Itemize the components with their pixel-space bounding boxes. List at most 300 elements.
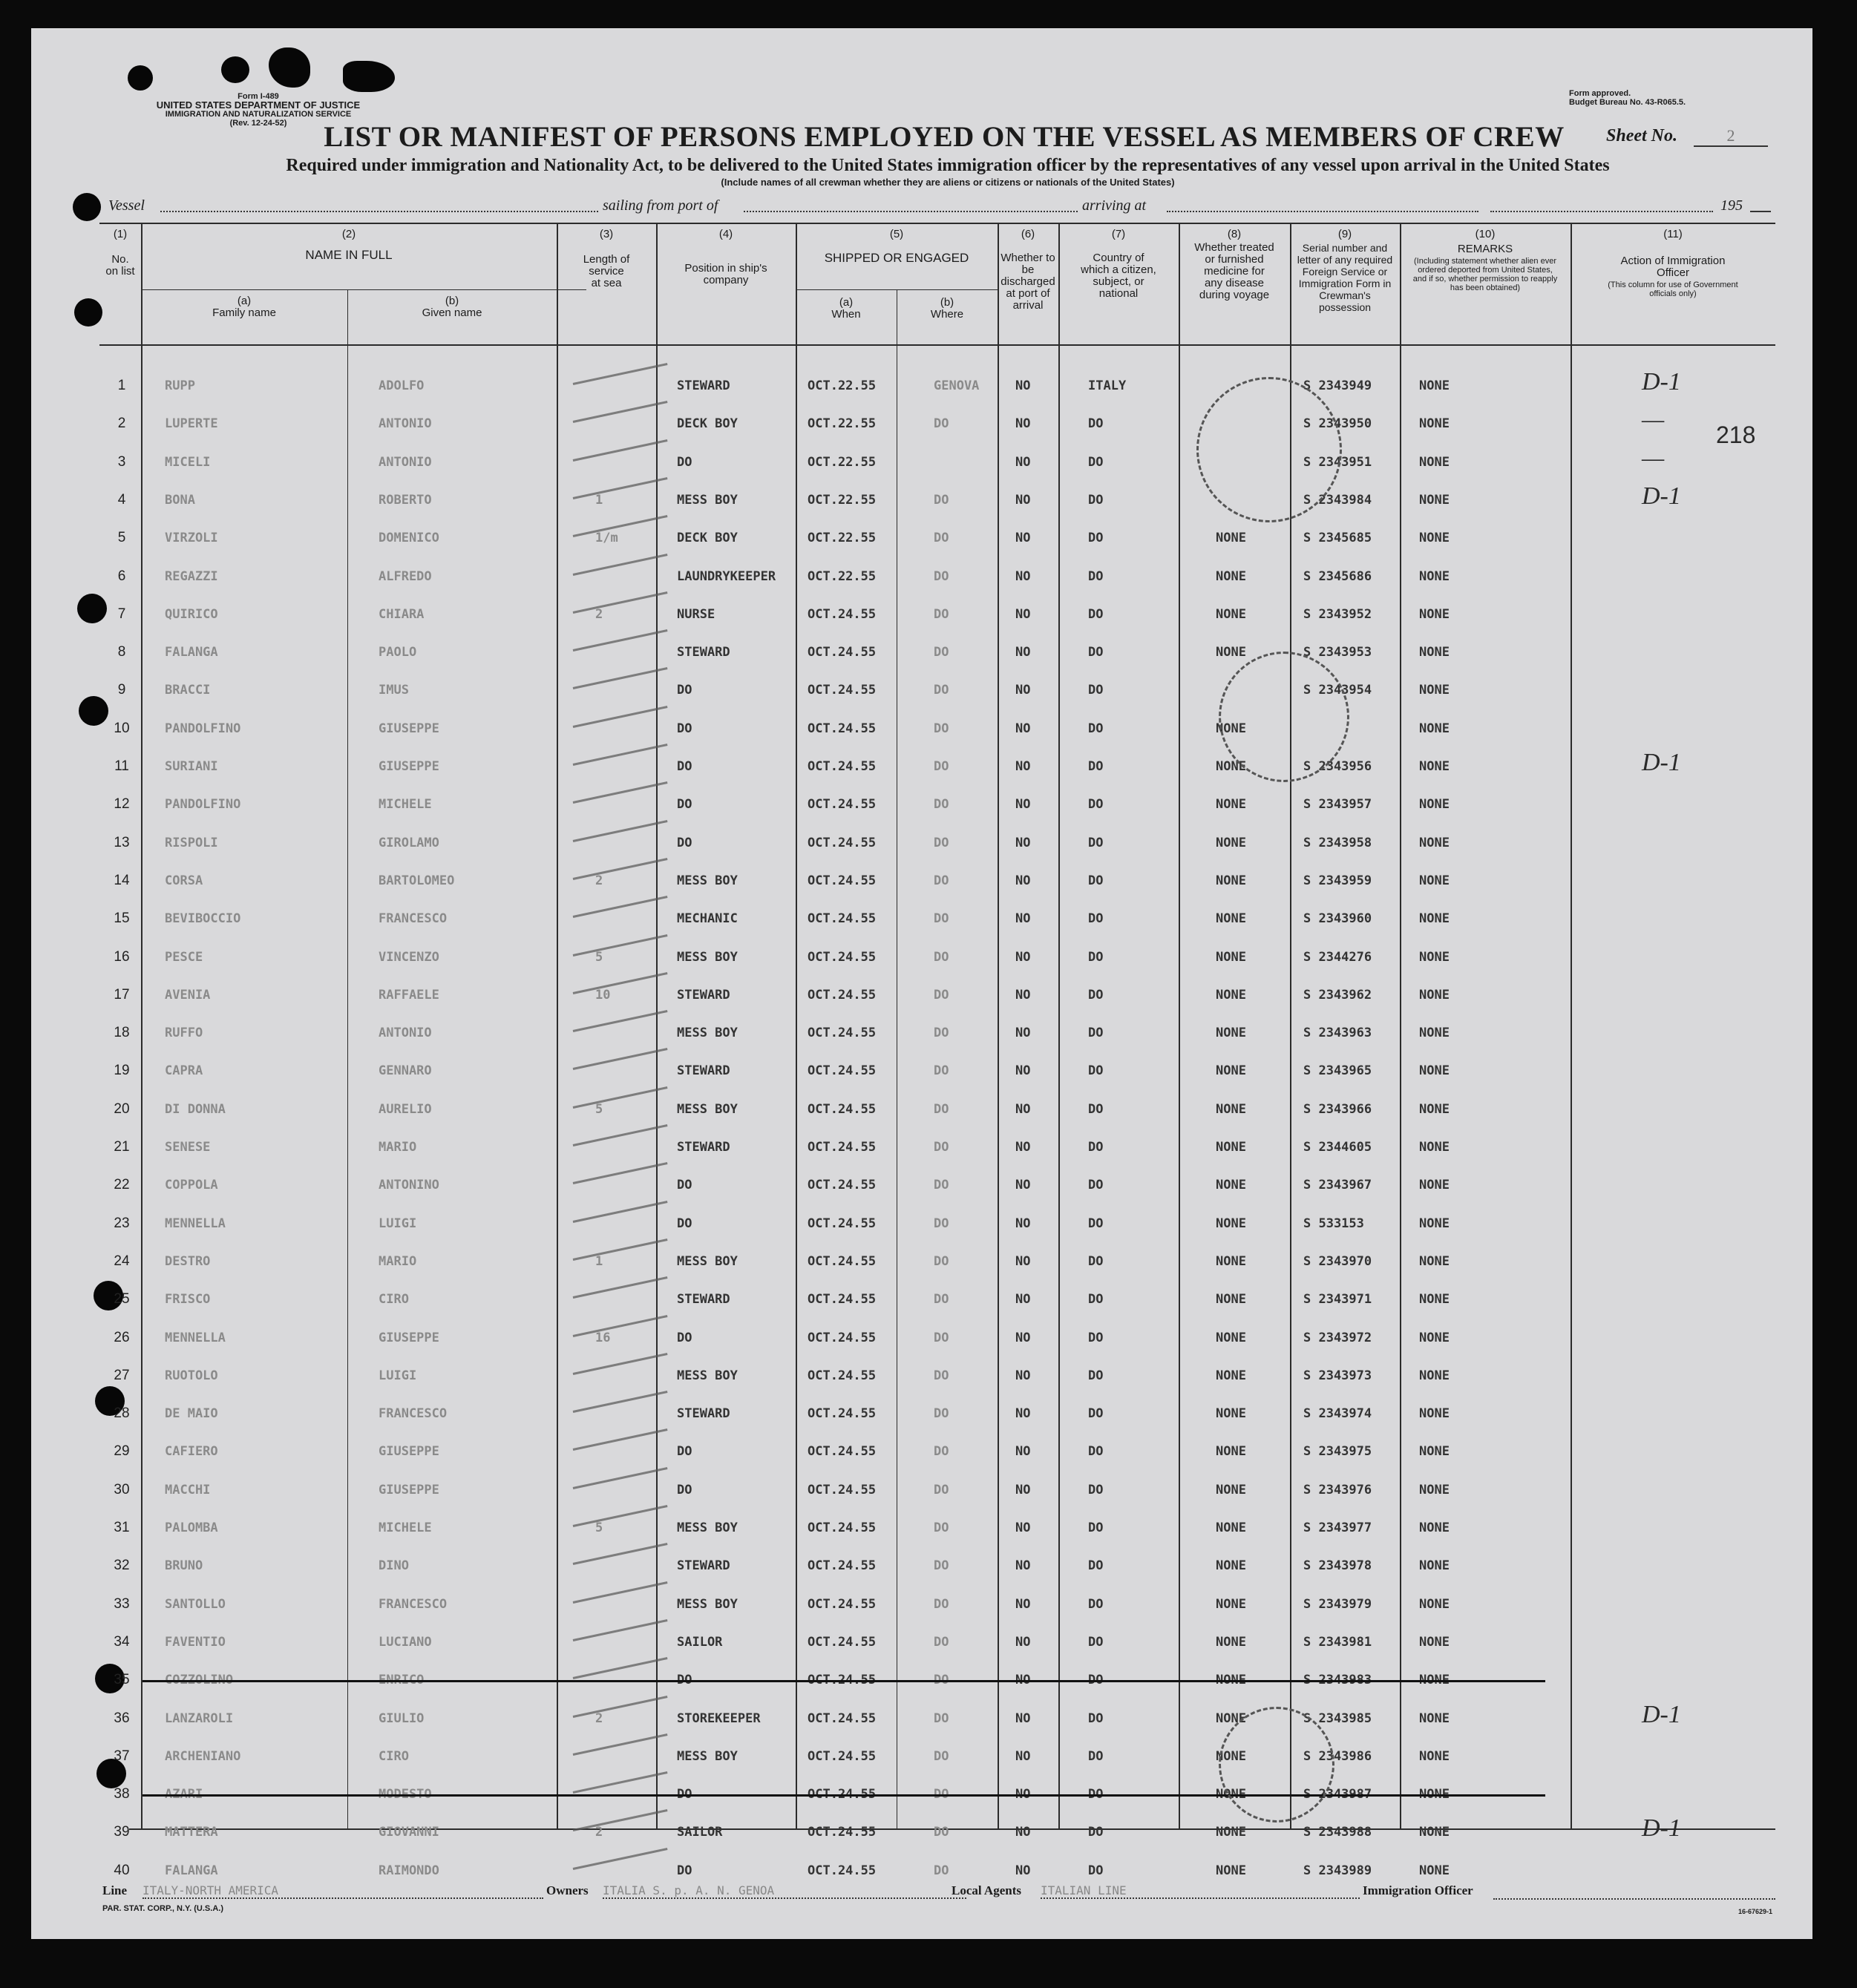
cell-given: RAFFAELE — [379, 988, 439, 1003]
cell-dis: NO — [1015, 1216, 1031, 1231]
cell-where: DO — [934, 988, 949, 1003]
cell-med: NONE — [1216, 1520, 1246, 1535]
cell-where: DO — [934, 950, 949, 965]
pencil-check-mark — [573, 1239, 668, 1261]
cell-when: OCT.24.55 — [808, 873, 877, 888]
sheet-number: 2 — [1694, 126, 1768, 147]
cell-given: ANTONIO — [379, 1026, 432, 1040]
cell-when: OCT.22.55 — [808, 569, 877, 584]
cell-serial: S 2343956 — [1303, 759, 1372, 774]
cell-family: FRISCO — [165, 1292, 211, 1307]
pencil-check-mark — [573, 1771, 668, 1794]
cell-where: DO — [934, 569, 949, 584]
cell-where: DO — [934, 1331, 949, 1345]
cell-when: OCT.24.55 — [808, 1444, 877, 1459]
cell-med: NONE — [1216, 1863, 1246, 1878]
cell-when: OCT.24.55 — [808, 1749, 877, 1764]
cell-where: DO — [934, 1635, 949, 1650]
punch-hole — [128, 65, 153, 91]
cell-country: ITALY — [1088, 378, 1127, 393]
cell-dis: NO — [1015, 911, 1031, 926]
cell-family: SURIANI — [165, 759, 218, 774]
cell-rem: NONE — [1419, 1026, 1450, 1040]
cell-where: DO — [934, 493, 949, 508]
cell-rem: NONE — [1419, 797, 1450, 812]
cell-family: VIRZOLI — [165, 531, 218, 545]
cell-los: 16 — [595, 1331, 611, 1345]
cell-where: DO — [934, 1825, 949, 1840]
cell-n: 35 — [114, 1672, 130, 1687]
cell-n: 1 — [117, 378, 126, 393]
cell-family: PALOMBA — [165, 1520, 218, 1535]
cell-country: DO — [1088, 988, 1104, 1003]
cell-where: DO — [934, 1711, 949, 1726]
cell-n: 11 — [114, 758, 129, 774]
cell-rem: NONE — [1419, 1749, 1450, 1764]
cell-family: DESTRO — [165, 1254, 211, 1269]
cell-los: 2 — [595, 1711, 603, 1726]
cell-where: DO — [934, 1102, 949, 1117]
cell-n: 14 — [114, 873, 130, 888]
col-6-header: (6) Whether to be discharged at port of arrival — [1000, 228, 1055, 312]
cell-rem: NONE — [1419, 1063, 1450, 1078]
cell-where: DO — [934, 607, 949, 622]
cell-serial: S 2343970 — [1303, 1254, 1372, 1269]
col-2b-header: (b) Given name — [422, 295, 482, 319]
cell-when: OCT.24.55 — [808, 836, 877, 850]
cell-serial: S 2343951 — [1303, 455, 1372, 470]
cell-n: 27 — [114, 1368, 130, 1383]
cell-med: NONE — [1216, 1749, 1246, 1764]
cell-where: DO — [934, 1483, 949, 1497]
cell-country: DO — [1088, 721, 1104, 736]
cell-action: — — [1642, 444, 1665, 472]
cell-country: DO — [1088, 607, 1104, 622]
cell-pos: STEWARD — [677, 1406, 730, 1421]
cell-dis: NO — [1015, 416, 1031, 431]
pencil-check-mark — [573, 1391, 668, 1413]
cell-serial: S 2343949 — [1303, 378, 1372, 393]
cell-when: OCT.24.55 — [808, 1063, 877, 1078]
cell-country: DO — [1088, 1635, 1104, 1650]
cell-med: NONE — [1216, 911, 1246, 926]
cell-given: ALFREDO — [379, 569, 432, 584]
cell-when: OCT.24.55 — [808, 1026, 877, 1040]
manifest-sheet — [31, 28, 1812, 1939]
cell-family: MENNELLA — [165, 1216, 226, 1231]
cell-dis: NO — [1015, 721, 1031, 736]
cell-rem: NONE — [1419, 1825, 1450, 1840]
cell-dis: NO — [1015, 531, 1031, 545]
cell-pos: STEWARD — [677, 1292, 730, 1307]
cell-rem: NONE — [1419, 531, 1450, 545]
cell-family: PANDOLFINO — [165, 721, 241, 736]
pencil-check-mark — [573, 629, 668, 652]
cell-country: DO — [1088, 1558, 1104, 1573]
cell-when: OCT.24.55 — [808, 1520, 877, 1535]
cell-n: 31 — [114, 1520, 130, 1535]
cell-where: DO — [934, 911, 949, 926]
pencil-check-mark — [573, 896, 668, 918]
cell-given: AURELIO — [379, 1102, 432, 1117]
cell-country: DO — [1088, 1825, 1104, 1840]
cell-rem: NONE — [1419, 1863, 1450, 1878]
cell-country: DO — [1088, 836, 1104, 850]
cell-family: FALANGA — [165, 645, 218, 660]
pencil-check-mark — [573, 820, 668, 842]
cell-action: D-1 — [1642, 482, 1681, 510]
cell-med: NONE — [1216, 1254, 1246, 1269]
cell-serial: S 2343985 — [1303, 1711, 1372, 1726]
arriving-label: arriving at — [1082, 197, 1147, 214]
cell-med: NONE — [1216, 1102, 1246, 1117]
cell-los: 2 — [595, 873, 603, 888]
cell-dis: NO — [1015, 1406, 1031, 1421]
cell-n: 34 — [114, 1634, 130, 1650]
cell-rem: NONE — [1419, 645, 1450, 660]
cell-pos: DO — [677, 1444, 692, 1459]
cell-pos: MESS BOY — [677, 1368, 738, 1383]
cell-given: CIRO — [379, 1749, 409, 1764]
cell-n: 8 — [117, 644, 126, 660]
cell-given: GENNARO — [379, 1063, 432, 1078]
cell-given: MARIO — [379, 1254, 417, 1269]
cell-med: NONE — [1216, 1140, 1246, 1155]
cell-country: DO — [1088, 1444, 1104, 1459]
cell-n: 16 — [114, 949, 130, 965]
cell-serial: S 2343967 — [1303, 1178, 1372, 1193]
cell-where: DO — [934, 759, 949, 774]
pencil-check-mark — [573, 401, 668, 423]
pencil-check-mark — [573, 1467, 668, 1489]
cell-where: DO — [934, 531, 949, 545]
cell-los: 1 — [595, 1254, 603, 1269]
cell-family: CAFIERO — [165, 1444, 218, 1459]
sailing-field — [744, 211, 1078, 212]
cell-n: 12 — [114, 796, 130, 812]
cell-when: OCT.24.55 — [808, 683, 877, 698]
cell-pos: MESS BOY — [677, 1102, 738, 1117]
cell-action: D-1 — [1642, 749, 1681, 776]
strike-through-line — [143, 1680, 1545, 1682]
cell-rem: NONE — [1419, 1558, 1450, 1573]
cell-given: GIUSEPPE — [379, 1444, 439, 1459]
cell-pos: STEWARD — [677, 1558, 730, 1573]
agents-label: Local Agents — [952, 1883, 1021, 1897]
cell-med: NONE — [1216, 1635, 1246, 1650]
cell-country: DO — [1088, 1140, 1104, 1155]
cell-when: OCT.24.55 — [808, 797, 877, 812]
cell-rem: NONE — [1419, 607, 1450, 622]
cell-family: ARCHENIANO — [165, 1749, 241, 1764]
cell-dis: NO — [1015, 1178, 1031, 1193]
cell-when: OCT.24.55 — [808, 1254, 877, 1269]
cell-country: DO — [1088, 1520, 1104, 1535]
cell-dis: NO — [1015, 1863, 1031, 1878]
cell-rem: NONE — [1419, 455, 1450, 470]
pencil-check-mark — [573, 1581, 668, 1604]
cell-family: FALANGA — [165, 1863, 218, 1878]
cell-med: NONE — [1216, 1483, 1246, 1497]
vessel-field — [160, 211, 598, 212]
cell-dis: NO — [1015, 1026, 1031, 1040]
pencil-check-mark — [573, 667, 668, 689]
cell-dis: NO — [1015, 683, 1031, 698]
cell-where: DO — [934, 836, 949, 850]
cell-n: 3 — [117, 454, 126, 470]
pencil-check-mark — [573, 515, 668, 537]
cell-serial: S 2343972 — [1303, 1331, 1372, 1345]
cell-dis: NO — [1015, 569, 1031, 584]
cell-given: GIOVANNI — [379, 1825, 439, 1840]
cell-country: DO — [1088, 645, 1104, 660]
cell-given: LUIGI — [379, 1216, 417, 1231]
sailing-label: sailing from port of — [603, 197, 718, 214]
cell-rem: NONE — [1419, 416, 1450, 431]
cell-given: GIULIO — [379, 1711, 425, 1726]
cell-med: NONE — [1216, 1711, 1246, 1726]
cell-los: 5 — [595, 1520, 603, 1535]
cell-med: NONE — [1216, 645, 1246, 660]
cell-dis: NO — [1015, 1749, 1031, 1764]
cell-serial: S 2343953 — [1303, 645, 1372, 660]
cell-serial: S 2344276 — [1303, 950, 1372, 965]
cell-given: ANTONINO — [379, 1178, 439, 1193]
cell-pos: DO — [677, 683, 692, 698]
cell-med: NONE — [1216, 836, 1246, 850]
official-stamp — [1219, 1707, 1334, 1823]
cell-pos: MESS BOY — [677, 1520, 738, 1535]
cell-dis: NO — [1015, 1711, 1031, 1726]
cell-serial: S 2343984 — [1303, 493, 1372, 508]
owners-value: ITALIA S. p. A. N. GENOA — [603, 1883, 966, 1899]
cell-action: — — [1642, 406, 1665, 433]
cell-n: 17 — [114, 987, 130, 1003]
punch-hole — [73, 193, 101, 221]
cell-serial: S 2343975 — [1303, 1444, 1372, 1459]
cell-n: 38 — [114, 1786, 130, 1802]
cell-serial: S 2343979 — [1303, 1597, 1372, 1612]
cell-given: GIUSEPPE — [379, 1331, 439, 1345]
cell-serial: S 2343989 — [1303, 1863, 1372, 1878]
cell-pos: DO — [677, 1483, 692, 1497]
cell-family: REGAZZI — [165, 569, 218, 584]
col-5b-header: (b) Where — [930, 296, 964, 321]
col-5-header: (5) SHIPPED OR ENGAGED — [824, 228, 969, 265]
cell-n: 18 — [114, 1025, 130, 1040]
cell-where: DO — [934, 1406, 949, 1421]
cell-given: FRANCESCO — [379, 1597, 448, 1612]
cell-pos: MESS BOY — [677, 1254, 738, 1269]
cell-n: 23 — [114, 1216, 130, 1231]
col-2a-header: (a) Family name — [212, 295, 276, 319]
cell-dis: NO — [1015, 1444, 1031, 1459]
cell-where: DO — [934, 797, 949, 812]
form-title: LIST OR MANIFEST OF PERSONS EMPLOYED ON THE VESSEL AS MEMBERS OF CREW — [324, 121, 1565, 153]
cell-rem: NONE — [1419, 1635, 1450, 1650]
cell-family: MACCHI — [165, 1483, 211, 1497]
cell-given: GIUSEPPE — [379, 759, 439, 774]
cell-country: DO — [1088, 1483, 1104, 1497]
cell-med: NONE — [1216, 1178, 1246, 1193]
cell-when: OCT.24.55 — [808, 1102, 877, 1117]
cell-med: NONE — [1216, 1292, 1246, 1307]
cell-given: ANTONIO — [379, 455, 432, 470]
cell-where: DO — [934, 1063, 949, 1078]
revision: (Rev. 12-24-52) — [229, 119, 287, 128]
pencil-check-mark — [573, 554, 668, 576]
strike-through-line — [143, 1794, 1545, 1797]
arriving-field — [1167, 211, 1478, 212]
cell-given: IMUS — [379, 683, 409, 698]
cell-n: 15 — [114, 911, 130, 926]
cell-med: NONE — [1216, 607, 1246, 622]
cell-country: DO — [1088, 1597, 1104, 1612]
cell-dis: NO — [1015, 645, 1031, 660]
pencil-check-mark — [573, 744, 668, 766]
cell-dis: NO — [1015, 759, 1031, 774]
cell-pos: DECK BOY — [677, 531, 738, 545]
cell-serial: S 2343973 — [1303, 1368, 1372, 1383]
cell-when: OCT.24.55 — [808, 1368, 877, 1383]
cell-med: NONE — [1216, 569, 1246, 584]
cell-serial: S 2343977 — [1303, 1520, 1372, 1535]
cell-med: NONE — [1216, 797, 1246, 812]
cell-given: MICHELE — [379, 1520, 432, 1535]
department: UNITED STATES DEPARTMENT OF JUSTICE — [156, 99, 361, 111]
pencil-check-mark — [573, 1657, 668, 1679]
cell-rem: NONE — [1419, 1254, 1450, 1269]
cell-med: NONE — [1216, 950, 1246, 965]
cell-n: 20 — [114, 1101, 130, 1117]
cell-when: OCT.24.55 — [808, 988, 877, 1003]
cell-los: 2 — [595, 1825, 603, 1840]
ink-stain — [343, 61, 395, 92]
cell-n: 40 — [114, 1863, 130, 1878]
cell-rem: NONE — [1419, 1140, 1450, 1155]
cell-pos: STEWARD — [677, 1063, 730, 1078]
cell-n: 37 — [114, 1748, 130, 1764]
cell-n: 13 — [114, 835, 130, 850]
cell-where: DO — [934, 1368, 949, 1383]
cell-country: DO — [1088, 759, 1104, 774]
cell-family: SENESE — [165, 1140, 211, 1155]
col-3-header: (3) Length of service at sea — [583, 228, 630, 289]
cell-rem: NONE — [1419, 1331, 1450, 1345]
cell-given: LUCIANO — [379, 1635, 432, 1650]
agents-value: ITALIAN LINE — [1041, 1883, 1360, 1899]
cell-given: BARTOLOMEO — [379, 873, 455, 888]
cell-med: NONE — [1216, 531, 1246, 545]
cell-serial: S 2343988 — [1303, 1825, 1372, 1840]
date-field — [1490, 211, 1713, 212]
cell-n: 21 — [114, 1139, 130, 1155]
cell-family: RUFFO — [165, 1026, 203, 1040]
cell-country: DO — [1088, 1292, 1104, 1307]
cell-med: NONE — [1216, 1558, 1246, 1573]
col-1-header: (1) No. on list — [105, 228, 135, 278]
cell-dis: NO — [1015, 455, 1031, 470]
cell-pos: MESS BOY — [677, 493, 738, 508]
cell-dis: NO — [1015, 1635, 1031, 1650]
cell-serial: S 2343981 — [1303, 1635, 1372, 1650]
cell-family: LANZAROLI — [165, 1711, 234, 1726]
cell-country: DO — [1088, 1331, 1104, 1345]
cell-family: BEVIBOCCIO — [165, 911, 241, 926]
cell-n: 26 — [114, 1330, 130, 1345]
cell-pos: SAILOR — [677, 1825, 723, 1840]
cell-serial: S 2343950 — [1303, 416, 1372, 431]
cell-country: DO — [1088, 873, 1104, 888]
pencil-check-mark — [573, 1048, 668, 1070]
cell-serial: S 2345686 — [1303, 569, 1372, 584]
col-9-header: (9) Serial number and letter of any required Foreign Service or Immigration Form in Crewman's possession — [1297, 228, 1393, 313]
cell-when: OCT.24.55 — [808, 1178, 877, 1193]
cell-pos: DO — [677, 759, 692, 774]
cell-family: PANDOLFINO — [165, 797, 241, 812]
cell-where: DO — [934, 1749, 949, 1764]
cell-med: NONE — [1216, 988, 1246, 1003]
cell-rem: NONE — [1419, 759, 1450, 774]
cell-family: BONA — [165, 493, 195, 508]
cell-dis: NO — [1015, 493, 1031, 508]
pencil-check-mark — [573, 706, 668, 728]
cell-n: 25 — [114, 1291, 130, 1307]
col-10-header: (10) REMARKS (Including statement whether alien ever ordered deported from United States, and if so, whether permission to reapply has been obtained) — [1412, 228, 1558, 292]
sheet-label: Sheet No. — [1606, 126, 1677, 145]
pencil-check-mark — [573, 972, 668, 994]
cell-where: GENOVA — [934, 378, 980, 393]
cell-country: DO — [1088, 1178, 1104, 1193]
cell-given: GIROLAMO — [379, 836, 439, 850]
pencil-check-mark — [573, 1505, 668, 1527]
cell-dis: NO — [1015, 950, 1031, 965]
cell-serial: S 2343960 — [1303, 911, 1372, 926]
cell-rem: NONE — [1419, 1102, 1450, 1117]
pencil-check-mark — [573, 1162, 668, 1184]
form-subtitle-note: (Include names of all crewman whether they are aliens or citizens or nationals of the United States) — [721, 177, 1175, 188]
pencil-check-mark — [573, 1543, 668, 1565]
cell-pos: DO — [677, 1863, 692, 1878]
cell-rem: NONE — [1419, 988, 1450, 1003]
cell-action: D-1 — [1642, 368, 1681, 396]
col-8-header: (8) Whether treated or furnished medicine for any disease during voyage — [1194, 228, 1274, 301]
cell-action: D-1 — [1642, 1814, 1681, 1842]
cell-pos: NURSE — [677, 607, 715, 622]
cell-rem: NONE — [1419, 836, 1450, 850]
cell-dis: NO — [1015, 1140, 1031, 1155]
cell-serial: S 533153 — [1303, 1216, 1364, 1231]
cell-pos: DO — [677, 1331, 692, 1345]
cell-pos: MESS BOY — [677, 1749, 738, 1764]
pencil-check-mark — [573, 591, 668, 614]
cell-rem: NONE — [1419, 569, 1450, 584]
cell-family: QUIRICO — [165, 607, 218, 622]
cell-pos: MESS BOY — [677, 1026, 738, 1040]
cell-when: OCT.24.55 — [808, 1331, 877, 1345]
cell-serial: S 2343963 — [1303, 1026, 1372, 1040]
cell-country: DO — [1088, 1026, 1104, 1040]
cell-med: NONE — [1216, 1063, 1246, 1078]
cell-serial: S 2343962 — [1303, 988, 1372, 1003]
cell-country: DO — [1088, 1254, 1104, 1269]
cell-pos: DECK BOY — [677, 416, 738, 431]
cell-country: DO — [1088, 1406, 1104, 1421]
cell-country: DO — [1088, 416, 1104, 431]
cell-pos: MESS BOY — [677, 950, 738, 965]
cell-med: NONE — [1216, 1597, 1246, 1612]
pencil-check-mark — [573, 1428, 668, 1451]
